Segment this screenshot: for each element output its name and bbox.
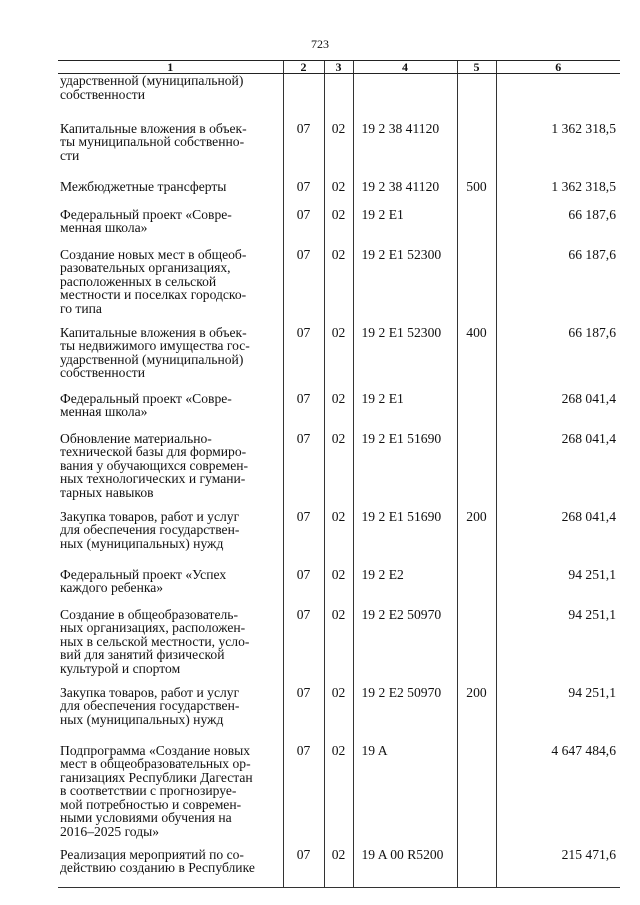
cell-expense-type bbox=[457, 74, 496, 122]
column-header-1: 1 bbox=[58, 61, 283, 74]
cell-expense-type: 400 bbox=[457, 326, 496, 392]
cell-subsection: 02 bbox=[324, 568, 353, 608]
column-header-3: 3 bbox=[324, 61, 353, 74]
table-row bbox=[58, 568, 620, 608]
cell-section: 07 bbox=[283, 432, 324, 510]
column-header-5: 5 bbox=[457, 61, 496, 74]
cell-section: 07 bbox=[283, 180, 324, 208]
cell-subsection: 02 bbox=[324, 392, 353, 432]
cell-target-code: 19 2 E2 50970 bbox=[353, 608, 457, 686]
table-row bbox=[58, 180, 620, 208]
table-row bbox=[58, 432, 620, 510]
cell-amount: 268 041,4 bbox=[496, 510, 620, 568]
cell-name: Закупка товаров, работ и услуг для обеспечения государствен- ных (муниципальных) нужд bbox=[60, 508, 240, 551]
table-row bbox=[58, 248, 620, 326]
cell-target-code bbox=[353, 74, 457, 122]
cell-expense-type bbox=[457, 608, 496, 686]
cell-section: 07 bbox=[283, 568, 324, 608]
cell-expense-type bbox=[457, 248, 496, 326]
cell-subsection: 02 bbox=[324, 326, 353, 392]
column-header-6: 6 bbox=[496, 61, 620, 74]
cell-expense-type bbox=[457, 122, 496, 180]
table-body bbox=[58, 74, 620, 888]
table-row bbox=[58, 74, 620, 122]
cell-expense-type bbox=[457, 744, 496, 848]
cell-target-code: 19 2 E1 51690 bbox=[353, 432, 457, 510]
cell-target-code: 19 2 E2 50970 bbox=[353, 686, 457, 744]
table-header-row bbox=[58, 61, 620, 74]
cell-target-code: 19 2 E1 52300 bbox=[353, 248, 457, 326]
cell-expense-type bbox=[457, 848, 496, 888]
table-row bbox=[58, 848, 620, 888]
cell-name: Закупка товаров, работ и услуг для обеспечения государствен- ных (муниципальных) нужд bbox=[60, 684, 240, 727]
cell-target-code: 19 2 E1 52300 bbox=[353, 326, 457, 392]
table-row bbox=[58, 326, 620, 392]
cell-subsection: 02 bbox=[324, 686, 353, 744]
cell-amount: 1 362 318,5 bbox=[496, 122, 620, 180]
cell-section: 07 bbox=[283, 848, 324, 888]
cell-amount bbox=[496, 74, 620, 122]
cell-section bbox=[283, 74, 324, 122]
cell-section: 07 bbox=[283, 510, 324, 568]
cell-section: 07 bbox=[283, 208, 324, 248]
budget-table bbox=[58, 60, 620, 888]
column-header-2: 2 bbox=[283, 61, 324, 74]
cell-expense-type bbox=[457, 208, 496, 248]
cell-subsection bbox=[324, 74, 353, 122]
cell-amount: 94 251,1 bbox=[496, 686, 620, 744]
cell-amount: 94 251,1 bbox=[496, 608, 620, 686]
table-row bbox=[58, 392, 620, 432]
cell-subsection: 02 bbox=[324, 848, 353, 888]
cell-subsection: 02 bbox=[324, 608, 353, 686]
cell-expense-type bbox=[457, 432, 496, 510]
cell-section: 07 bbox=[283, 248, 324, 326]
cell-section: 07 bbox=[283, 608, 324, 686]
cell-amount: 215 471,6 bbox=[496, 848, 620, 888]
cell-subsection: 02 bbox=[324, 180, 353, 208]
cell-name: Капитальные вложения в объек- ты недвижимого имущества гос- ударственной (муниципальной) собственности bbox=[60, 324, 250, 380]
cell-expense-type: 200 bbox=[457, 510, 496, 568]
table-row bbox=[58, 744, 620, 848]
cell-section: 07 bbox=[283, 326, 324, 392]
cell-target-code: 19 2 38 41120 bbox=[353, 180, 457, 208]
cell-amount: 4 647 484,6 bbox=[496, 744, 620, 848]
cell-amount: 66 187,6 bbox=[496, 208, 620, 248]
cell-expense-type bbox=[457, 568, 496, 608]
cell-name: Реализация мероприятий по со- действию созданию в Республике bbox=[58, 848, 283, 888]
cell-name: Подпрограмма «Создание новых мест в общеобразовательных ор- ганизациях Республики Дагестан в соответствии с прогнозируе- мой потребностью и современ- ными условиями обучения на 2016–2025 годы» bbox=[60, 742, 253, 839]
cell-expense-type: 200 bbox=[457, 686, 496, 744]
cell-target-code: 19 2 E2 bbox=[353, 568, 457, 608]
cell-expense-type: 500 bbox=[457, 180, 496, 208]
cell-subsection: 02 bbox=[324, 744, 353, 848]
cell-amount: 268 041,4 bbox=[496, 392, 620, 432]
cell-subsection: 02 bbox=[324, 248, 353, 326]
cell-name: Федеральный проект «Совре- менная школа» bbox=[60, 206, 232, 235]
cell-name: Межбюджетные трансферты bbox=[60, 178, 227, 194]
cell-name: ударственной (муниципальной) собственности bbox=[60, 73, 244, 102]
table-row bbox=[58, 208, 620, 248]
cell-subsection: 02 bbox=[324, 208, 353, 248]
cell-target-code: 19 A 00 R5200 bbox=[353, 848, 457, 888]
cell-name: Создание новых мест в общеоб- разовательных организациях, расположенных в сельской местности и поселках городско- го типа bbox=[60, 246, 247, 316]
cell-subsection: 02 bbox=[324, 510, 353, 568]
cell-amount: 1 362 318,5 bbox=[496, 180, 620, 208]
cell-target-code: 19 2 E1 51690 bbox=[353, 510, 457, 568]
cell-section: 07 bbox=[283, 744, 324, 848]
cell-target-code: 19 2 E1 bbox=[353, 208, 457, 248]
cell-name: Федеральный проект «Успех каждого ребенка» bbox=[60, 566, 227, 595]
page-number: 723 bbox=[311, 37, 329, 51]
table-row bbox=[58, 608, 620, 686]
cell-name: Обновление материально- технической базы для формиро- вания у обучающихся современ- ных технологических и гумани- тарных навыков bbox=[60, 430, 249, 500]
cell-name: Федеральный проект «Совре- менная школа» bbox=[60, 390, 232, 419]
cell-amount: 94 251,1 bbox=[496, 568, 620, 608]
cell-name: Капитальные вложения в объек- ты муниципальной собственно- сти bbox=[60, 120, 247, 163]
cell-target-code: 19 2 E1 bbox=[353, 392, 457, 432]
cell-target-code: 19 2 38 41120 bbox=[353, 122, 457, 180]
table-row bbox=[58, 510, 620, 568]
cell-amount: 268 041,4 bbox=[496, 432, 620, 510]
cell-subsection: 02 bbox=[324, 122, 353, 180]
table-row bbox=[58, 686, 620, 744]
cell-section: 07 bbox=[283, 392, 324, 432]
cell-subsection: 02 bbox=[324, 432, 353, 510]
cell-amount: 66 187,6 bbox=[496, 326, 620, 392]
cell-name: Создание в общеобразователь- ных организациях, расположен- ных в сельской местности, усло- вий для занятий физической культурой и спортом bbox=[60, 606, 250, 676]
cell-target-code: 19 A bbox=[353, 744, 457, 848]
cell-expense-type bbox=[457, 392, 496, 432]
table-row bbox=[58, 122, 620, 180]
cell-amount: 66 187,6 bbox=[496, 248, 620, 326]
cell-section: 07 bbox=[283, 122, 324, 180]
column-header-4: 4 bbox=[353, 61, 457, 74]
cell-section: 07 bbox=[283, 686, 324, 744]
